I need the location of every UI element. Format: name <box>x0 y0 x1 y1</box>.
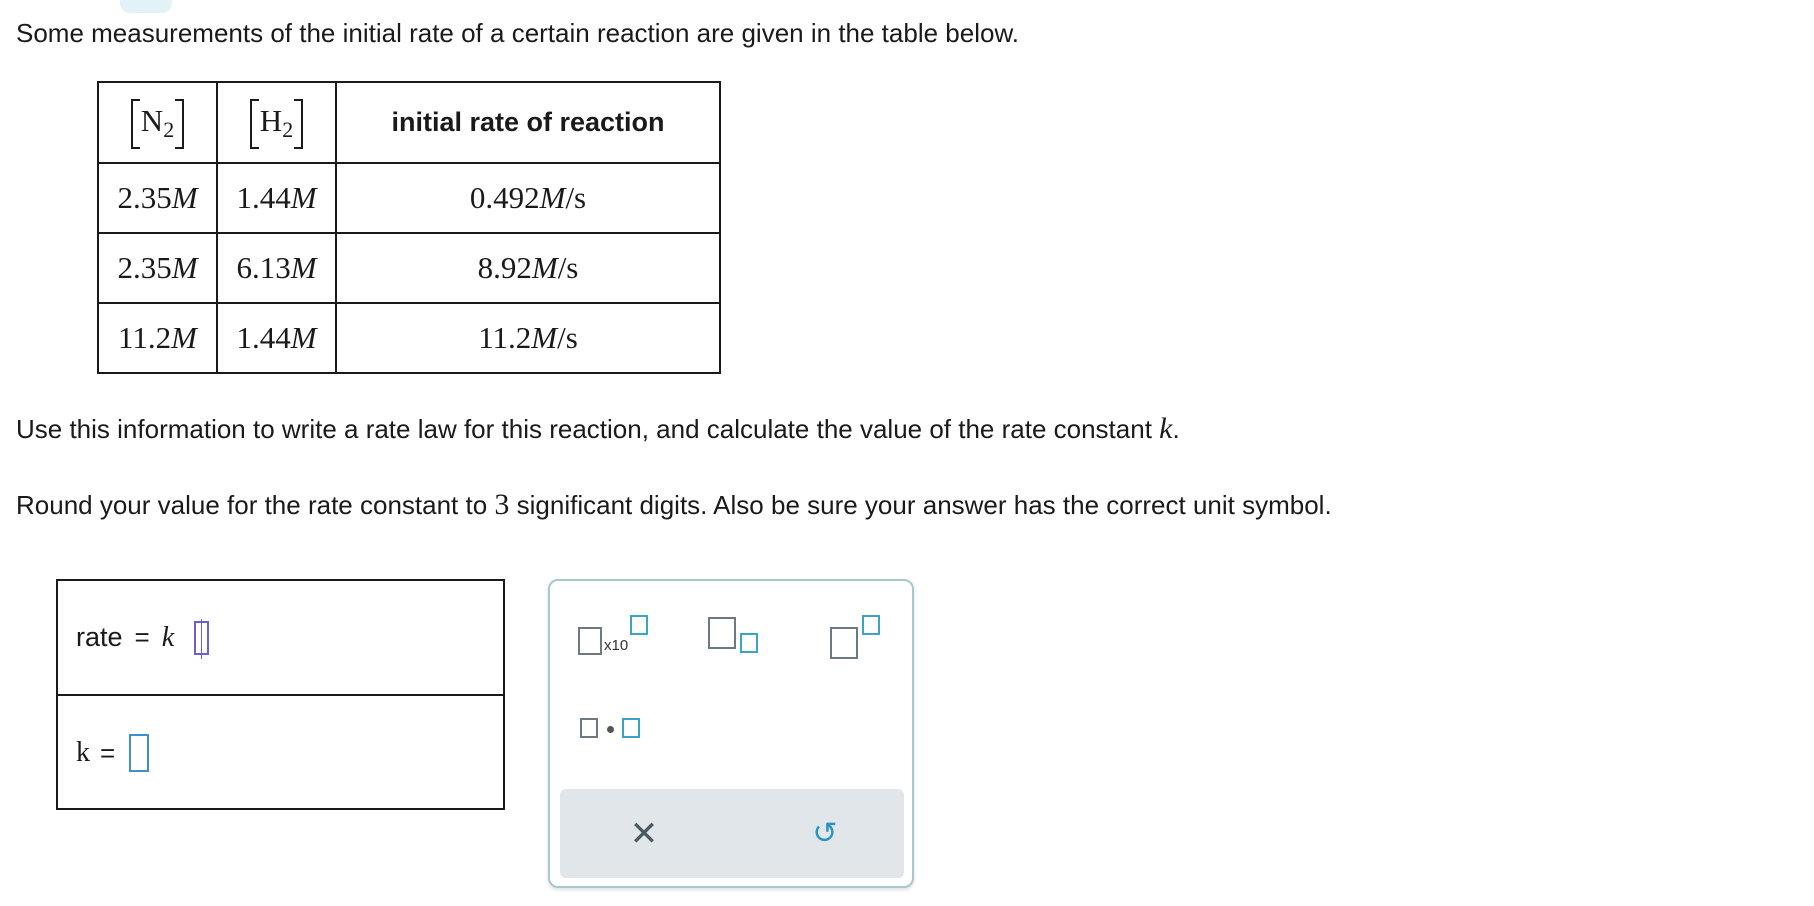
instruction-rate-law: Use this information to write a rate law for this reaction, and calculate the value of the rate constant k. <box>16 412 1180 445</box>
subscript-button[interactable] <box>708 615 764 659</box>
k-label: k <box>76 737 90 768</box>
scientific-notation-button[interactable]: x10 <box>578 615 658 659</box>
top-tab-indicator <box>120 0 172 13</box>
measurements-table <box>97 81 721 374</box>
k-equals: = <box>100 737 116 768</box>
header-n2 <box>98 82 217 163</box>
table-row <box>98 163 720 233</box>
superscript-button[interactable] <box>830 615 886 659</box>
cell-rate: 0.492M/s <box>336 163 720 233</box>
rate-label: rate <box>76 622 123 652</box>
cell-h2: 1.44M <box>217 163 336 233</box>
cell-h2: 6.13M <box>217 233 336 303</box>
header-h2 <box>217 82 336 163</box>
k-value-input[interactable] <box>129 734 149 772</box>
clear-button[interactable] <box>616 805 672 861</box>
cell-n2: 2.35M <box>98 163 217 233</box>
table-row <box>98 303 720 373</box>
rate-equals: = <box>134 622 150 652</box>
cell-n2: 11.2M <box>98 303 217 373</box>
cell-rate: 8.92M/s <box>336 233 720 303</box>
clear-icon: ✕ <box>629 815 659 853</box>
cell-rate: 11.2M/s <box>336 303 720 373</box>
rate-law-row <box>58 581 503 696</box>
toolbox-footer <box>560 789 904 878</box>
table-row <box>98 233 720 303</box>
cell-n2: 2.35M <box>98 233 217 303</box>
instruction-rounding: Round your value for the rate constant to 3 significant digits. Also be sure your answer has the correct unit symbol. <box>16 488 1332 521</box>
n2-concentration-label: $N_2$ <box>131 103 184 143</box>
intro-text: Some measurements of the initial rate of a certain reaction are given in the table below. <box>16 18 1020 48</box>
rate-constant-row <box>58 696 503 810</box>
undo-icon: ↺ <box>812 817 838 850</box>
cell-h2: 1.44M <box>217 303 336 373</box>
answer-box <box>56 579 505 810</box>
math-toolbox <box>548 579 914 888</box>
multiply-dot-button[interactable] <box>580 713 644 747</box>
table-header-row <box>98 82 720 163</box>
h2-concentration-label: $H_2$ <box>250 103 303 143</box>
rate-constant-symbol: k <box>161 621 175 653</box>
rate-law-input[interactable] <box>194 621 209 655</box>
header-initial-rate: initial rate of reaction <box>336 82 720 163</box>
undo-button[interactable] <box>797 805 853 861</box>
